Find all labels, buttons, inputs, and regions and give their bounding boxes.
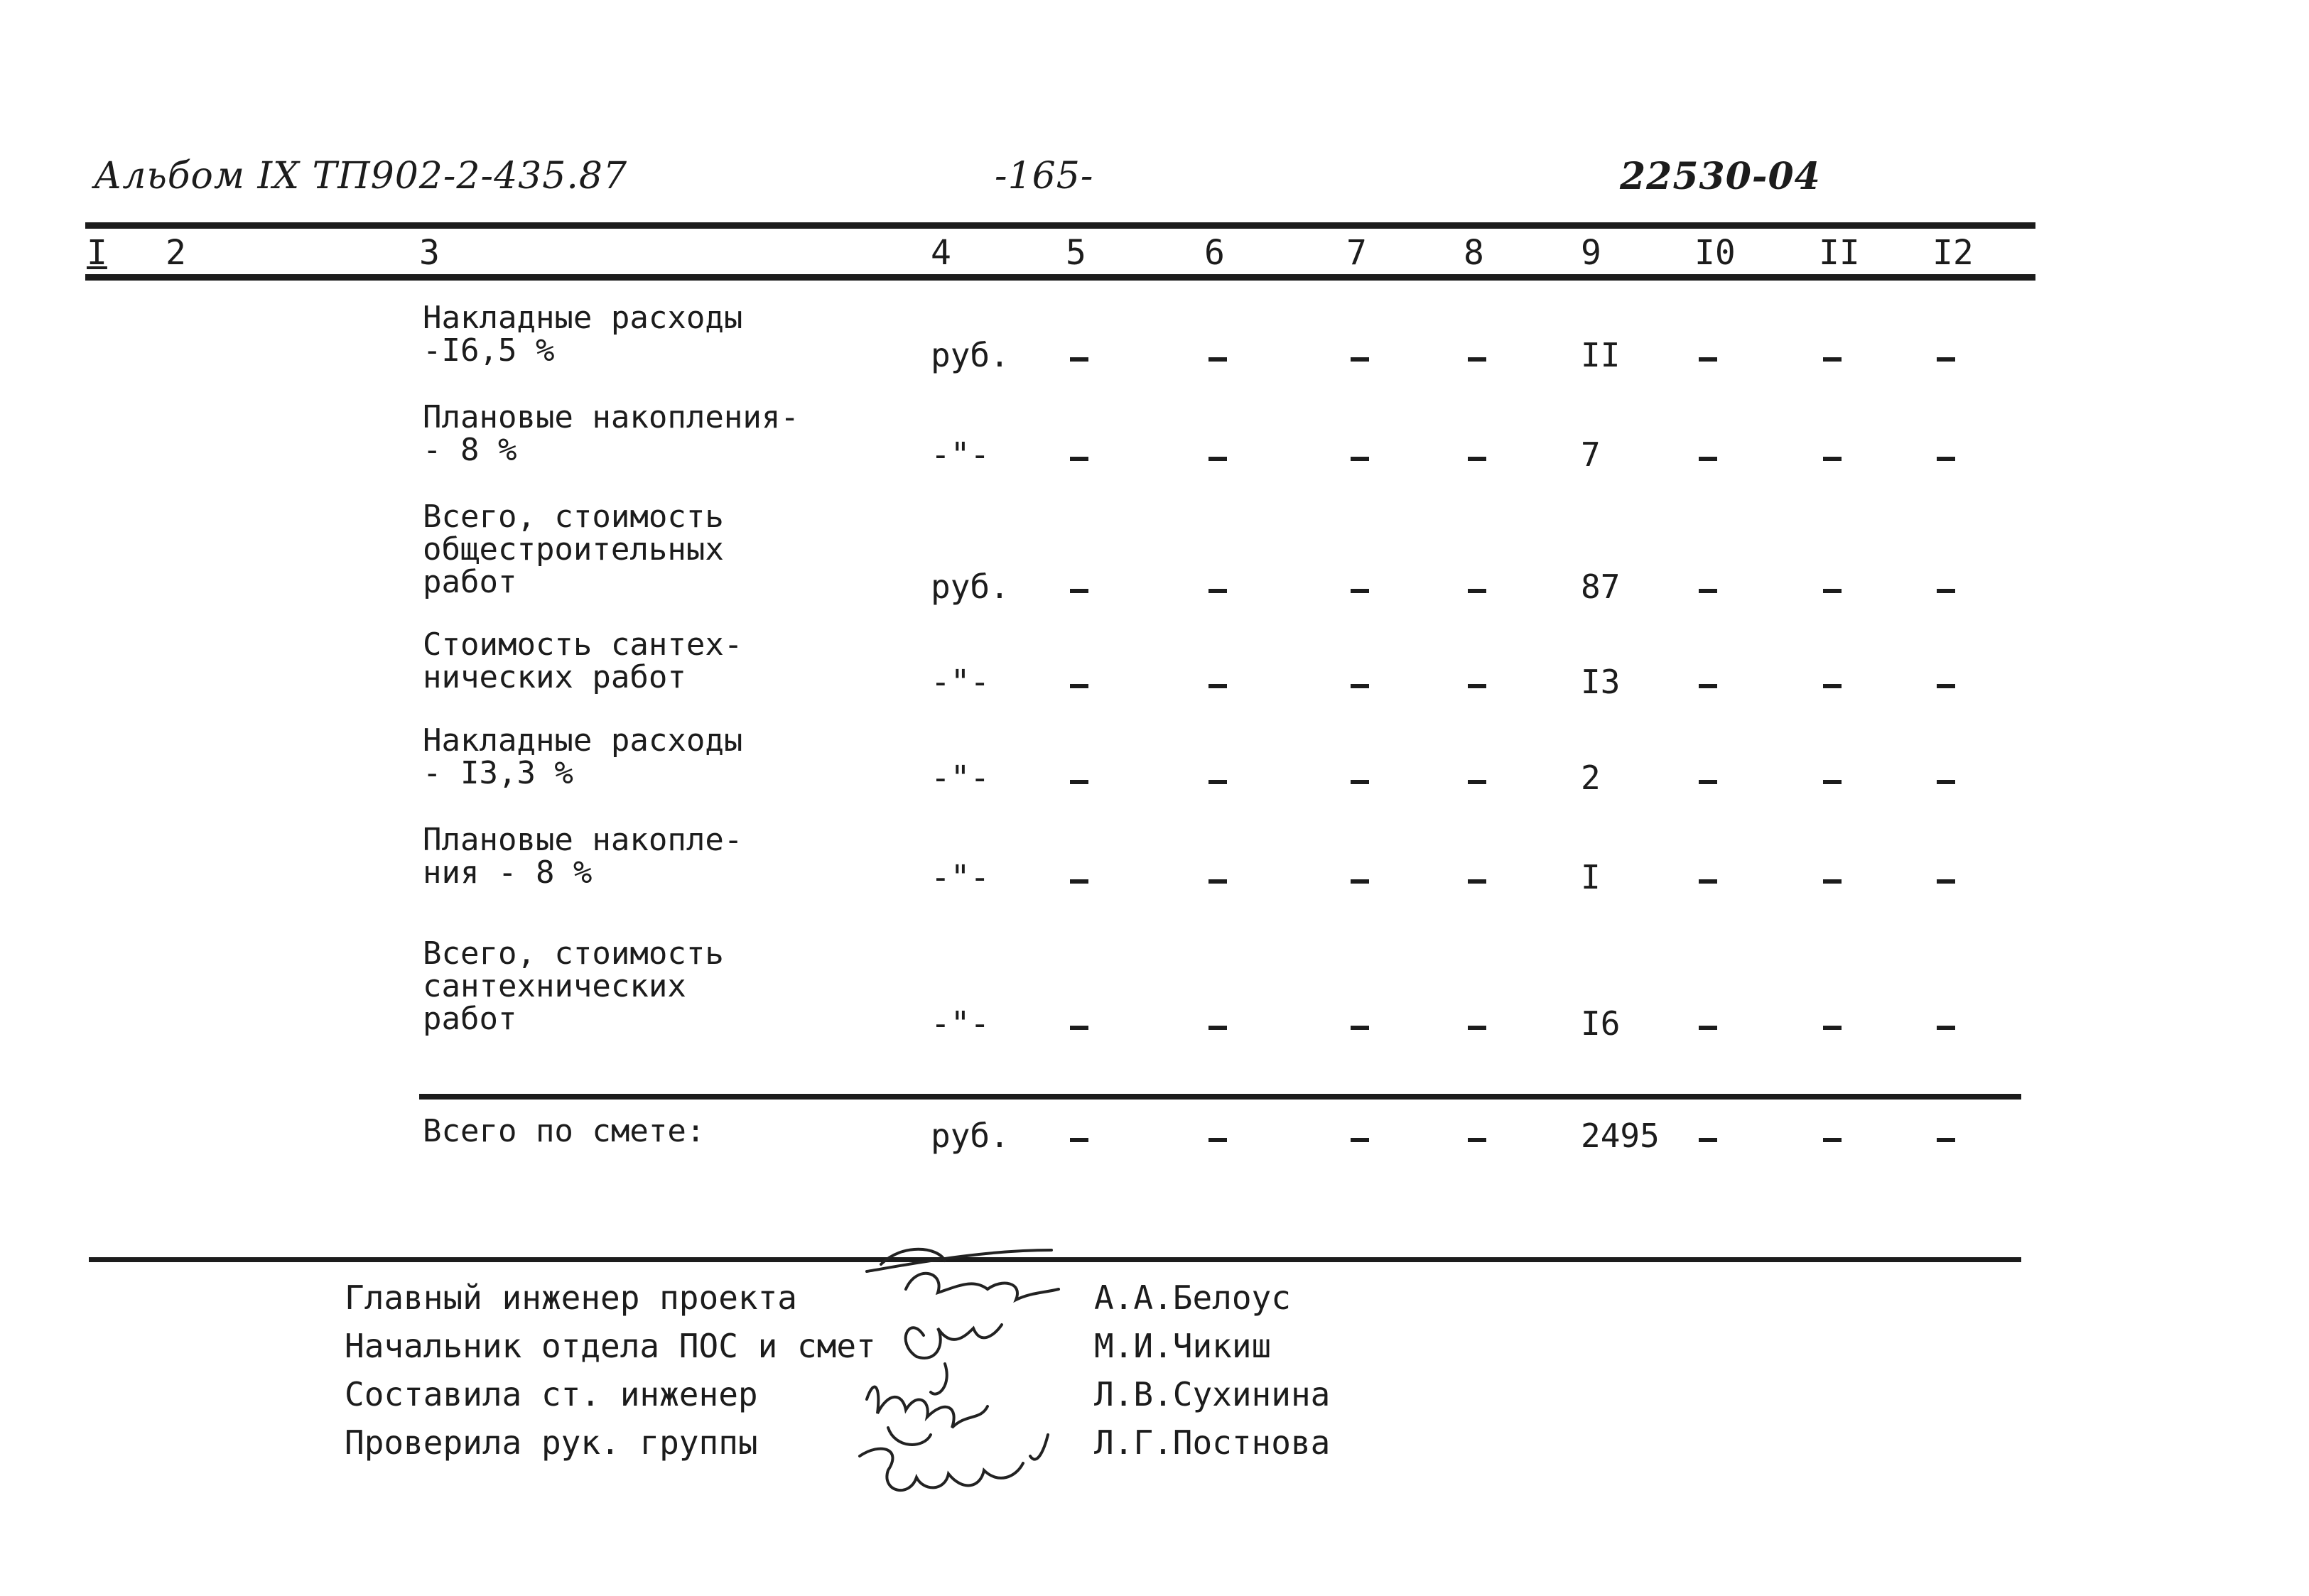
row-value-col9: I6	[1581, 1004, 1621, 1043]
signature-role: Проверила рук. группы	[345, 1423, 758, 1462]
empty-cell-dash	[1937, 1026, 1955, 1030]
empty-cell-dash	[1468, 780, 1486, 784]
row-description: Всего, стоимость общестроительных работ	[423, 499, 724, 600]
row-description: Всего, стоимость сантехнических работ	[423, 935, 724, 1037]
empty-cell-dash	[1070, 357, 1088, 362]
empty-cell-dash	[1699, 879, 1717, 884]
empty-cell-dash	[1351, 589, 1369, 593]
empty-cell-dash	[1208, 457, 1227, 461]
empty-cell-dash	[1699, 780, 1717, 784]
empty-cell-dash	[1823, 780, 1842, 784]
total-rule	[419, 1094, 2021, 1100]
signature-name: А.А.Белоус	[1094, 1279, 1291, 1317]
empty-cell-dash	[1351, 780, 1369, 784]
empty-cell-dash	[1823, 1026, 1842, 1030]
page-number: -165-	[995, 155, 1094, 197]
empty-cell-dash	[1351, 684, 1369, 688]
row-unit: -"-	[931, 858, 990, 896]
signature-role: Начальник отдела ПОС и смет	[345, 1327, 876, 1365]
empty-cell-dash	[1937, 780, 1955, 784]
row-description: Плановые накопле- ния - 8 %	[423, 822, 743, 891]
top-rule	[85, 222, 2035, 229]
row-unit: руб.	[931, 568, 1010, 606]
empty-cell-dash	[1208, 1026, 1227, 1030]
row-unit: -"-	[931, 759, 990, 797]
signature-name: М.И.Чикиш	[1094, 1327, 1272, 1365]
row-value-col9: 2495	[1581, 1117, 1660, 1155]
column-number: 7	[1346, 233, 1367, 273]
empty-cell-dash	[1468, 1138, 1486, 1142]
empty-cell-dash	[1070, 457, 1088, 461]
column-header-rule	[85, 274, 2035, 281]
empty-cell-dash	[1208, 879, 1227, 884]
row-description: Стоимость сантех- нических работ	[423, 626, 743, 695]
handwritten-signatures-image	[838, 1222, 1094, 1520]
column-number: I	[87, 233, 107, 273]
empty-cell-dash	[1937, 879, 1955, 884]
empty-cell-dash	[1699, 457, 1717, 461]
empty-cell-dash	[1208, 684, 1227, 688]
column-number: 8	[1464, 233, 1484, 273]
signature-name: Л.Г.Постнова	[1094, 1423, 1331, 1462]
row-unit: руб.	[931, 336, 1010, 374]
empty-cell-dash	[1468, 357, 1486, 362]
empty-cell-dash	[1070, 589, 1088, 593]
empty-cell-dash	[1351, 879, 1369, 884]
empty-cell-dash	[1468, 1026, 1486, 1030]
empty-cell-dash	[1351, 1138, 1369, 1142]
row-description: Плановые накопления- - 8 %	[423, 399, 799, 468]
empty-cell-dash	[1208, 1138, 1227, 1142]
empty-cell-dash	[1070, 780, 1088, 784]
empty-cell-dash	[1351, 1026, 1369, 1030]
row-unit: руб.	[931, 1117, 1010, 1155]
row-unit: -"-	[931, 663, 990, 701]
row-value-col9: I	[1581, 858, 1601, 896]
column-number: 6	[1204, 233, 1225, 273]
empty-cell-dash	[1070, 879, 1088, 884]
column-number: 5	[1066, 233, 1086, 273]
row-value-col9: II	[1581, 336, 1621, 374]
row-unit: -"-	[931, 435, 990, 474]
album-reference: Альбом IX ТП902-2-435.87	[94, 155, 628, 197]
column-number: 2	[166, 233, 186, 273]
empty-cell-dash	[1937, 589, 1955, 593]
empty-cell-dash	[1823, 589, 1842, 593]
empty-cell-dash	[1937, 457, 1955, 461]
empty-cell-dash	[1699, 357, 1717, 362]
row-value-col9: 87	[1581, 568, 1621, 606]
column-number: 4	[931, 233, 951, 273]
row-value-col9: 2	[1581, 759, 1601, 797]
signature-name: Л.В.Сухинина	[1094, 1375, 1331, 1413]
empty-cell-dash	[1823, 457, 1842, 461]
column-number: 9	[1581, 233, 1601, 273]
empty-cell-dash	[1699, 1138, 1717, 1142]
column-number: I2	[1932, 233, 1974, 273]
empty-cell-dash	[1823, 357, 1842, 362]
empty-cell-dash	[1208, 589, 1227, 593]
empty-cell-dash	[1699, 1026, 1717, 1030]
empty-cell-dash	[1351, 457, 1369, 461]
empty-cell-dash	[1699, 589, 1717, 593]
empty-cell-dash	[1208, 780, 1227, 784]
empty-cell-dash	[1823, 879, 1842, 884]
signature-role: Составила ст. инженер	[345, 1375, 758, 1413]
empty-cell-dash	[1468, 457, 1486, 461]
empty-cell-dash	[1351, 357, 1369, 362]
empty-cell-dash	[1823, 1138, 1842, 1142]
empty-cell-dash	[1468, 684, 1486, 688]
column-number: II	[1819, 233, 1860, 273]
row-unit: -"-	[931, 1004, 990, 1043]
empty-cell-dash	[1823, 684, 1842, 688]
column-number: 3	[419, 233, 440, 273]
empty-cell-dash	[1070, 1138, 1088, 1142]
row-description: Накладные расходы -I6,5 %	[423, 300, 743, 369]
document-code: 22530-04	[1620, 155, 1821, 198]
column-number: I0	[1694, 233, 1736, 273]
empty-cell-dash	[1468, 589, 1486, 593]
row-value-col9: 7	[1581, 435, 1601, 474]
empty-cell-dash	[1937, 1138, 1955, 1142]
row-value-col9: I3	[1581, 663, 1621, 701]
signature-role: Главный инженер проекта	[345, 1279, 797, 1317]
empty-cell-dash	[1208, 357, 1227, 362]
empty-cell-dash	[1937, 357, 1955, 362]
empty-cell-dash	[1699, 684, 1717, 688]
empty-cell-dash	[1937, 684, 1955, 688]
row-description: Накладные расходы - I3,3 %	[423, 722, 743, 791]
empty-cell-dash	[1070, 684, 1088, 688]
row-description: Всего по смете:	[423, 1113, 705, 1149]
empty-cell-dash	[1070, 1026, 1088, 1030]
empty-cell-dash	[1468, 879, 1486, 884]
